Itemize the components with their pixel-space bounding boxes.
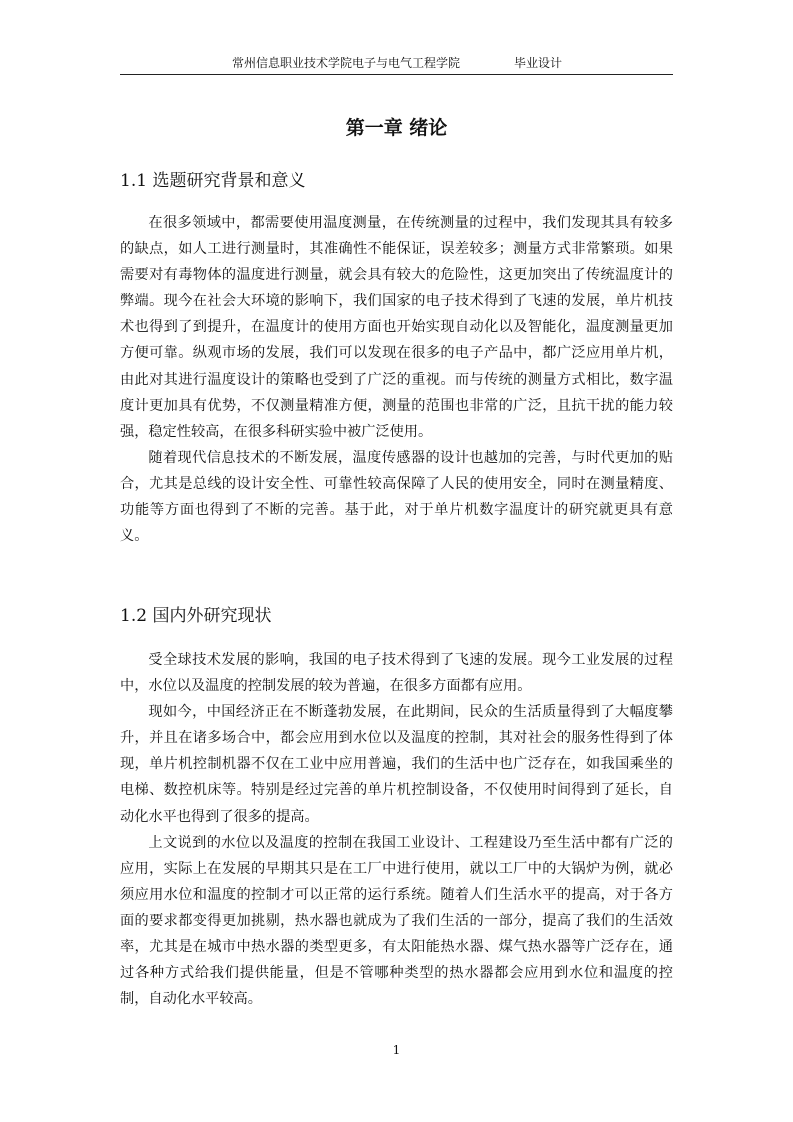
section-title-1-1: 1.1 选题研究背景和意义 [120,171,306,191]
paragraph: 上文说到的水位以及温度的控制在我国工业设计、工程建设乃至生活中都有广泛的应用，实际上在发展的早期其只是在工厂中进行使用，就以工厂中的大锅炉为例，就必须应用水位和温度的控制才可以正常的运行系统。随着人们生活水平的提高，对于各方面的要求都变得更加挑剔，热水器也就成为了我们生活的一部分，提高了我们的生活效率，尤其是在城市中热水器的类型更多，有太阳能热水器、煤气热水器等广泛存在，通过各种方式给我们提供能量，但是不管哪种类型的热水器都会应用到水位和温度的控制，自动化水平较高。 [120,834,673,1008]
paragraph: 在很多领域中，都需要使用温度测量，在传统测量的过程中，我们发现其具有较多的缺点，如人工进行测量时，其准确性不能保证，误差较多；测量方式非常繁琐。如果需要对有毒物体的温度进行测量，就会具有较大的危险性，这更加突出了传统温度计的弊端。现今在社会大环境的影响下，我们国家的电子技术得到了飞速的发展，单片机技术也得到了到提升，在温度计的使用方面也开始实现自动化以及智能化，温度测量更加方便可靠。纵观市场的发展，我们可以发现在很多的电子产品中，都广泛应用单片机，由此对其进行温度设计的策略也受到了广泛的重视。而与传统的测量方式相比，数字温度计更加具有优势，不仅测量精准方便，测量的范围也非常的广泛，且抗干扰的能力较强，稳定性较高，在很多科研实验中被广泛使用。 [120,215,673,440]
paragraph: 受全球技术发展的影响，我国的电子技术得到了飞速的发展。现今工业发展的过程中，水位以及温度的控制发展的较为普遍，在很多方面都有应用。 [120,652,673,695]
chapter-title: 第一章 绪论 [345,117,448,139]
section-body-1-1 [120,210,673,549]
paragraph: 现如今，中国经济正在不断蓬勃发展，在此期间，民众的生活质量得到了大幅度攀升，并且在诸多场合中，都会应用到水位以及温度的控制，其对社会的服务性得到了体现，单片机控制机器不仅在工业中应用普遍，我们的生活中也广泛存在，如我国乘坐的电梯、数控机床等。特别是经过完善的单片机控制设备，不仅使用时间得到了延长，自动化水平也得到了很多的提高。 [120,704,673,825]
page-header [120,56,673,75]
section-title-1-2: 1.2 国内外研究现状 [120,606,272,626]
header-school-name: 常州信息职业技术学院电子与电气工程学院 [232,56,461,70]
section-body-1-2 [120,647,673,1012]
header-document-type: 毕业设计 [514,56,563,70]
paragraph: 随着现代信息技术的不断发展，温度传感器的设计也越加的完善，与时代更加的贴合，尤其是总线的设计安全性、可靠性较高保障了人民的使用安全，同时在测量精度、功能等方面也得到了不断的完善。基于此，对于单片机数字温度计的研究就更具有意义。 [120,449,673,545]
page-number: 1 [392,1043,401,1057]
